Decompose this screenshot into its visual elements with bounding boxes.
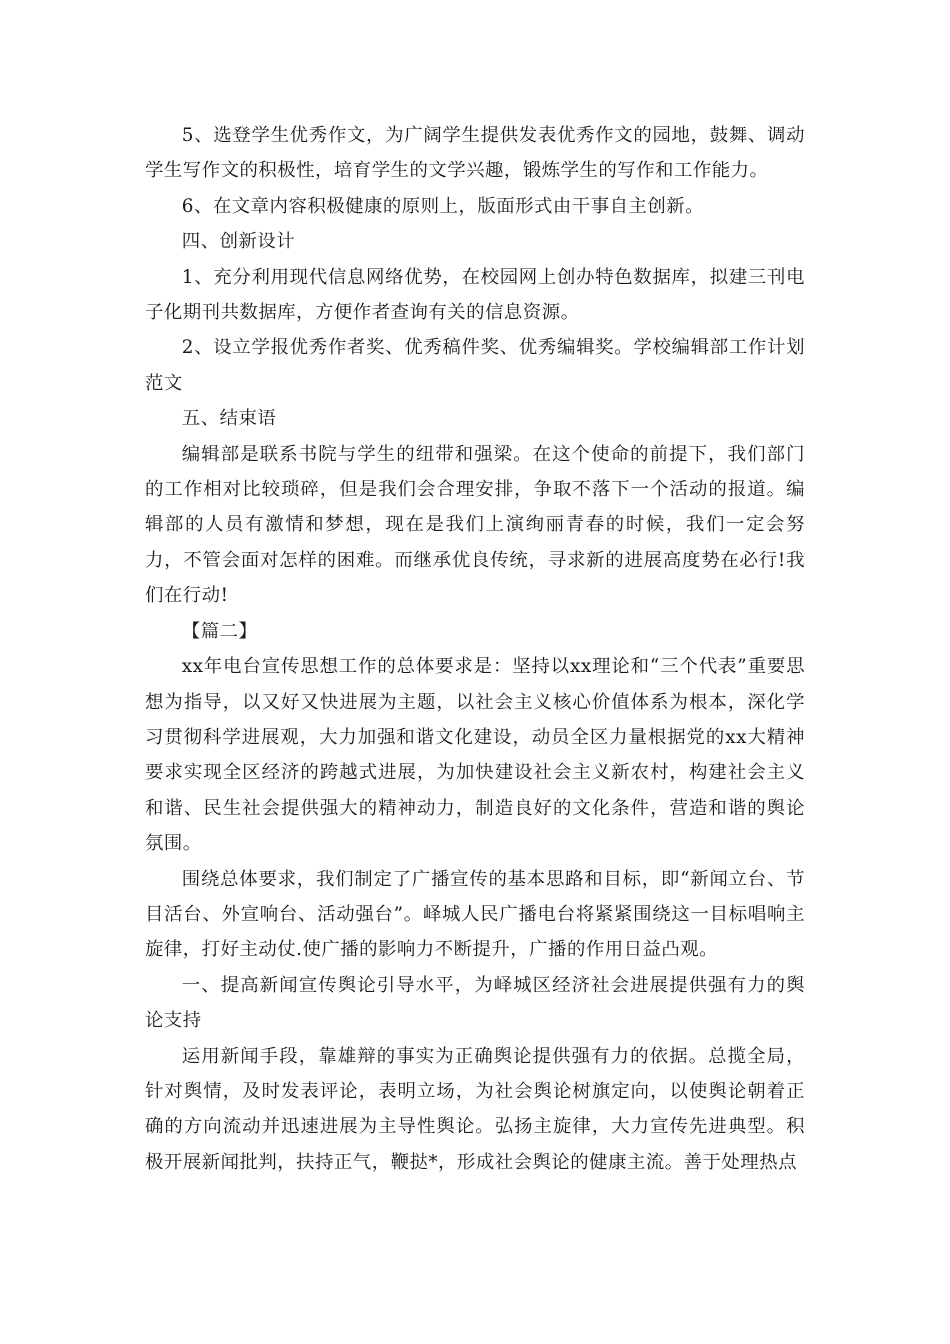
paragraph-overall-requirements: xx年电台宣传思想工作的总体要求是：坚持以xx理论和“三个代表”重要思想为指导，以又好又快进展为主题，以社会主义核心价值体系为根本，深化学习贯彻科学进展观，大力加强和谐文化建设，动员全区力量根据党的xx大精神要求实现全区经济的跨越式进展，为加快建设社会主义新农村，构建社会主义和谐、民生社会提供强大的精神动力，制造良好的文化条件，营造和谐的舆论氛围。 bbox=[145, 656, 805, 855]
paragraph-conclusion: 编辑部是联系书院与学生的纽带和强梁。在这个使命的前提下，我们部门的工作相对比较琐碎，但是我们会合理安排，争取不落下一个活动的报道。编辑部的人员有激情和梦想，现在是我们上演绚丽青春的时候，我们一定会努力，不管会面对怎样的困难。而继承优良传统，寻求新的进展高度势在必行!我们在行动! bbox=[145, 443, 805, 607]
paragraph-goals: 围绕总体要求，我们制定了广播宣传的基本思路和目标，即“新闻立台、节目活台、外宣响台、活动强台”。峄城人民广播电台将紧紧围绕这一目标唱响主旋律，打好主动仗.使广播的影响力不断提升，广播的作用日益凸观。 bbox=[145, 868, 805, 961]
paragraph-news-methods: 运用新闻手段，靠雄辩的事实为正确舆论提供强有力的依据。总揽全局，针对舆情，及时发表评论，表明立场，为社会舆论树旗定向，以使舆论朝着正确的方向流动并迅速进展为主导性舆论。弘扬主旋律，大力宣传先进典型。积极开展新闻批判，扶持正气，鞭挞*，形成社会舆论的健康主流。善于处理热点 bbox=[145, 1045, 805, 1173]
section-heading-innovation: 四、创新设计 bbox=[181, 231, 296, 253]
paragraph-innovation-1: 1、充分利用现代信息网络优势，在校园网上创办特色数据库，拟建三刊电子化期刊共数据库，方便作者查询有关的信息资源。 bbox=[145, 266, 805, 324]
section-heading-part-two: 【篇二】 bbox=[181, 620, 258, 642]
paragraph-item-6: 6、在文章内容积极健康的原则上，版面形式由干事自主创新。 bbox=[181, 195, 705, 217]
section-heading-conclusion: 五、结束语 bbox=[181, 408, 277, 430]
paragraph-section-one-title: 一、提高新闻宣传舆论引导水平，为峄城区经济社会进展提供强有力的舆论支持 bbox=[145, 974, 805, 1032]
paragraph-innovation-2: 2、设立学报优秀作者奖、优秀稿件奖、优秀编辑奖。学校编辑部工作计划范文 bbox=[145, 337, 805, 394]
document-body bbox=[145, 118, 805, 1180]
paragraph-item-5: 5、选登学生优秀作文，为广阔学生提供发表优秀作文的园地，鼓舞、调动学生写作文的积极性，培育学生的文学兴趣，锻炼学生的写作和工作能力。 bbox=[145, 125, 805, 182]
